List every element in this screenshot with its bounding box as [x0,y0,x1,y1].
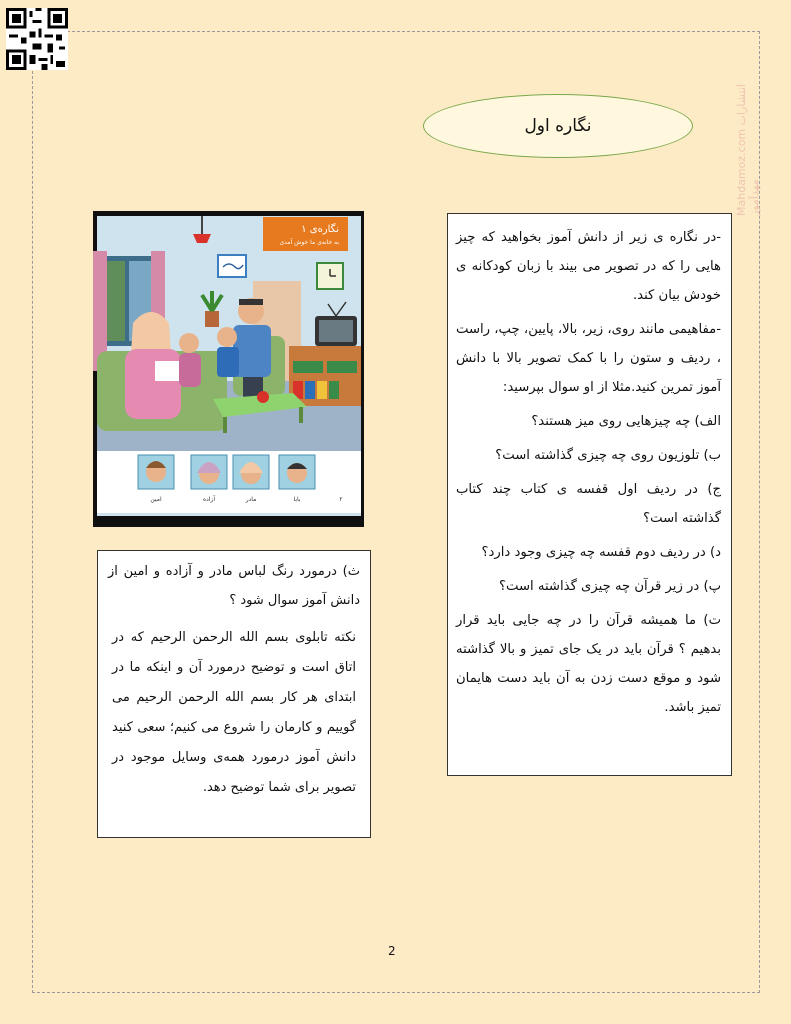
qr-code-icon [6,8,68,70]
illustration-family-room [93,211,364,527]
instruction-paragraph: -در نگاره ی زیر از دانش آموز بخواهید که چیز هایی را که در تصویر می بیند با زبان کودکانه ی خودش بیان کند. [456,230,721,303]
page-title: نگاره اول [524,116,592,136]
face-label-father: بابا [293,496,301,503]
page-number: 2 [388,944,396,958]
badge-subtitle: به خانه‌ی ما خوش آمدی [279,239,339,246]
question-dal: د) در ردیف دوم قفسه چه چیزی وجود دارد؟ [481,545,721,560]
question-te: ت) ما همیشه قرآن را در چه جایی باید قرار بدهیم ؟ قرآن باید در یک جای تمیز و بالا گذاشته شود و موقع دست زدن به آن باید دست هایمان تمیز باشد. [456,613,721,715]
question-jim: ج) در ردیف اول قفسه ی کتاب چند کتاب گذاشته است؟ [456,482,721,526]
question-be: ب) تلوزیون روی چه چیزی گذاشته است؟ [495,448,721,463]
face-label-amin: امین [150,496,162,503]
question-alef: الف) چه چیزهایی روی میز هستند؟ [531,414,721,429]
question-pe: پ) در زیر قرآن چه چیزی گذاشته است؟ [499,579,721,594]
watermark: Mahdamoz.com انتشارات مهدآموز [735,84,761,216]
face-label-azadeh: آزاده [202,496,216,503]
badge-title: نگاره‌ی ۱ [301,224,339,235]
notes-box [97,550,371,838]
instruction-paragraph: -مفاهیمی مانند روی، زیر، بالا، پایین، چپ، راست ، ردیف و ستون را با کمک تصویر بالا با دانش آموز تمرین کنید.مثلا از او سوال بپرسید: [456,322,721,395]
title-oval [423,94,693,158]
face-label-mother: مادر [245,496,257,503]
teacher-note: نکته تابلوی بسم الله الرحمن الرحیم که در اتاق است و توضیح درمورد آن و اینکه ما در ابتدای هر کار بسم الله الرحمن الرحیم می گوییم و کارمان را شروع می کنیم؛ سعی کنید دانش آموز درمورد همه‌ی وسایل موجود در تصویر برای شما توضیح دهد. [112,630,356,795]
illustration-page-number: ۲ [339,496,343,503]
question-se: ث) درمورد رنگ لباس مادر و آزاده و امین از دانش آموز سوال شود ؟ [108,564,360,608]
instructions-box [447,213,732,776]
